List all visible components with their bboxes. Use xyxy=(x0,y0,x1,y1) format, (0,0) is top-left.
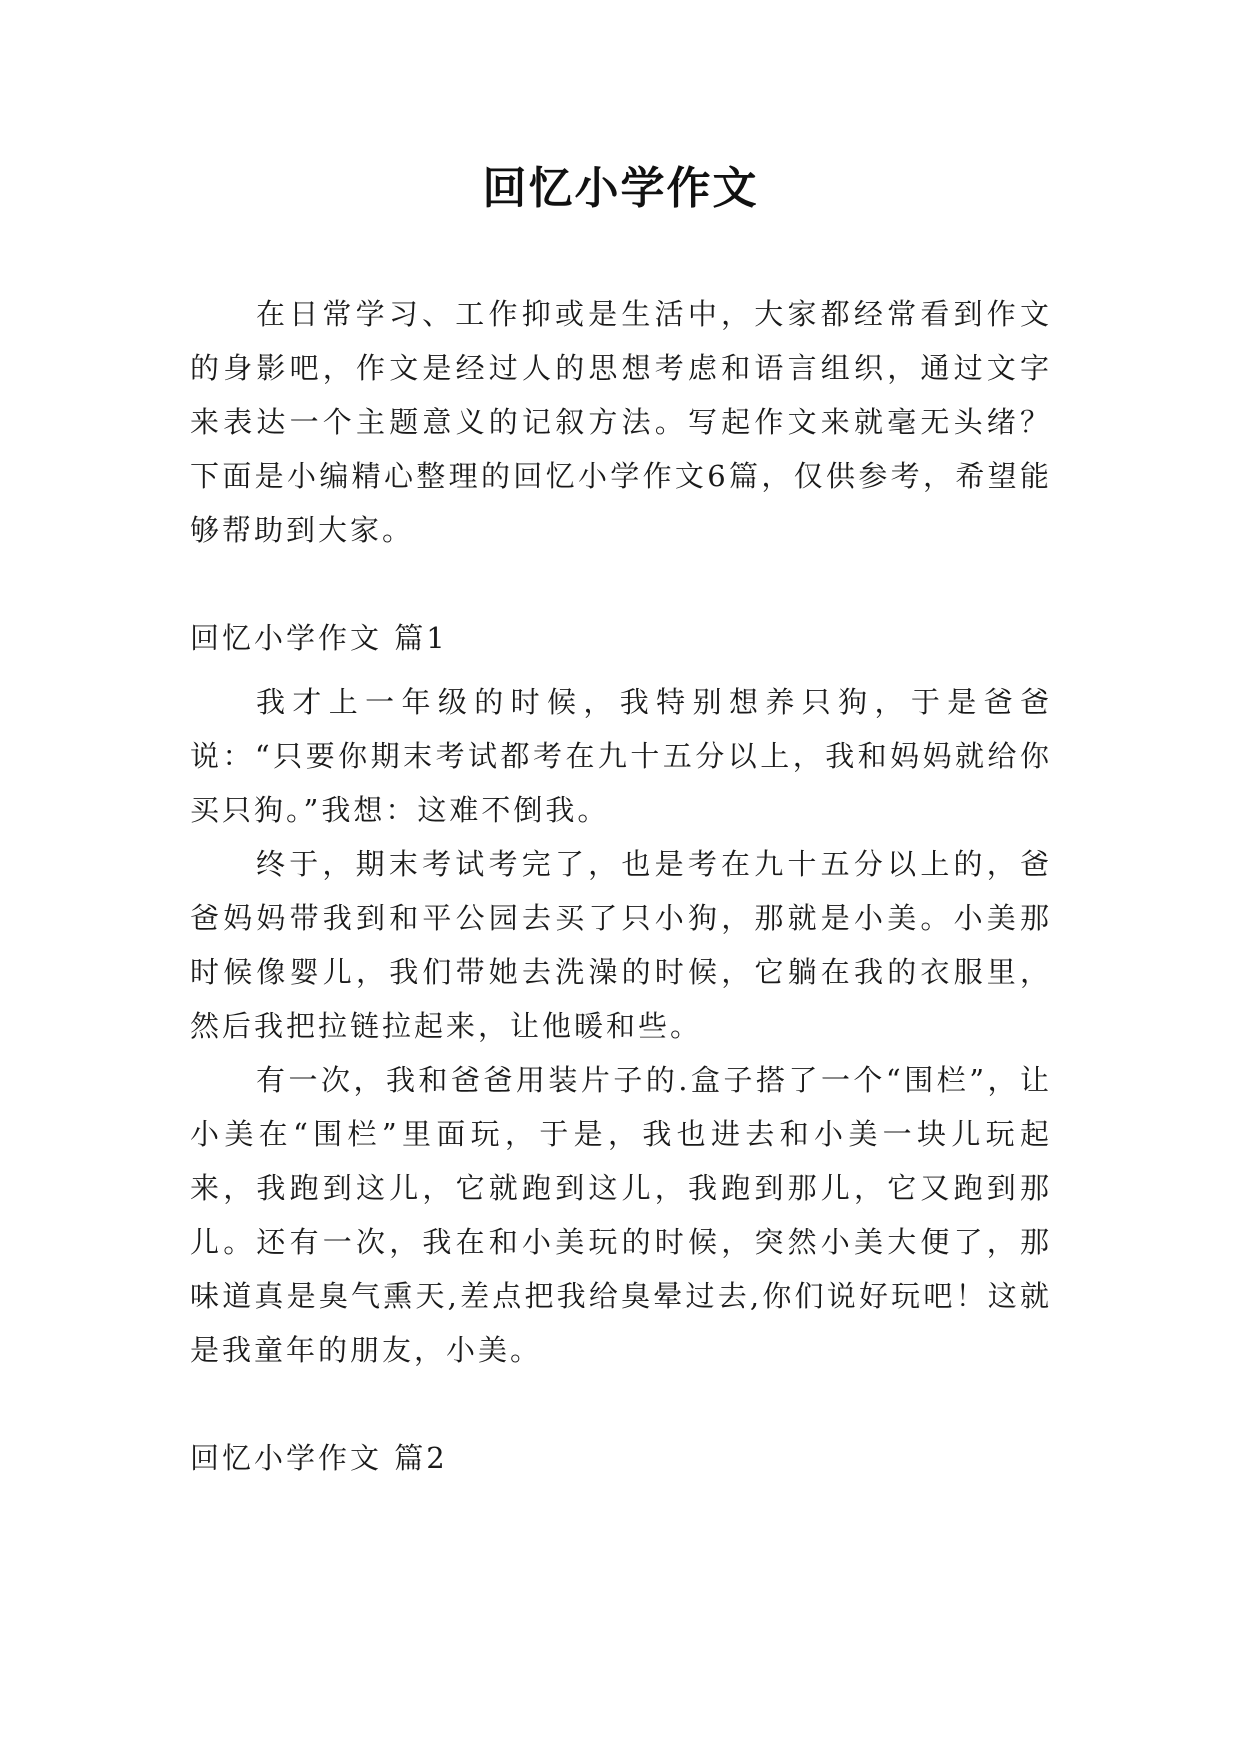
page-title: 回忆小学作文 xyxy=(482,163,759,214)
body-paragraph: 终于，期末考试考完了，也是考在九十五分以上的，爸爸妈妈带我到和平公园去买了只小狗，那就是小美。小美那时候像婴儿，我们带她去洗澡的时候，它躺在我的衣服里，然后我把拉链拉起来，让他暖和些。 xyxy=(190,847,1052,1043)
section-heading: 回忆小学作文 篇1 xyxy=(190,621,448,655)
essay-section-2 xyxy=(190,1431,1052,1485)
body-paragraph: 我才上一年级的时候，我特别想养只狗，于是爸爸说：“只要你期末考试都考在九十五分以上，我和妈妈就给你买只狗。”我想：这难不倒我。 xyxy=(190,685,1052,827)
document-body xyxy=(190,287,1052,1495)
essay-section-1 xyxy=(190,611,1052,1377)
body-paragraph: 有一次，我和爸爸用装片子的.盒子搭了一个“围栏”，让小美在“围栏”里面玩，于是，我也进去和小美一块儿玩起来，我跑到这儿，它就跑到这儿，我跑到那儿，它又跑到那儿。还有一次，我在和小美玩的时候，突然小美大便了，那味道真是臭气熏天,差点把我给臭晕过去,你们说好玩吧！这就是我童年的朋友，小美。 xyxy=(190,1063,1052,1367)
intro-paragraph: 在日常学习、工作抑或是生活中，大家都经常看到作文的身影吧，作文是经过人的思想考虑和语言组织，通过文字来表达一个主题意义的记叙方法。写起作文来就毫无头绪？下面是小编精心整理的回忆小学作文6篇，仅供参考，希望能够帮助到大家。 xyxy=(190,297,1052,547)
section-heading: 回忆小学作文 篇2 xyxy=(190,1441,448,1475)
